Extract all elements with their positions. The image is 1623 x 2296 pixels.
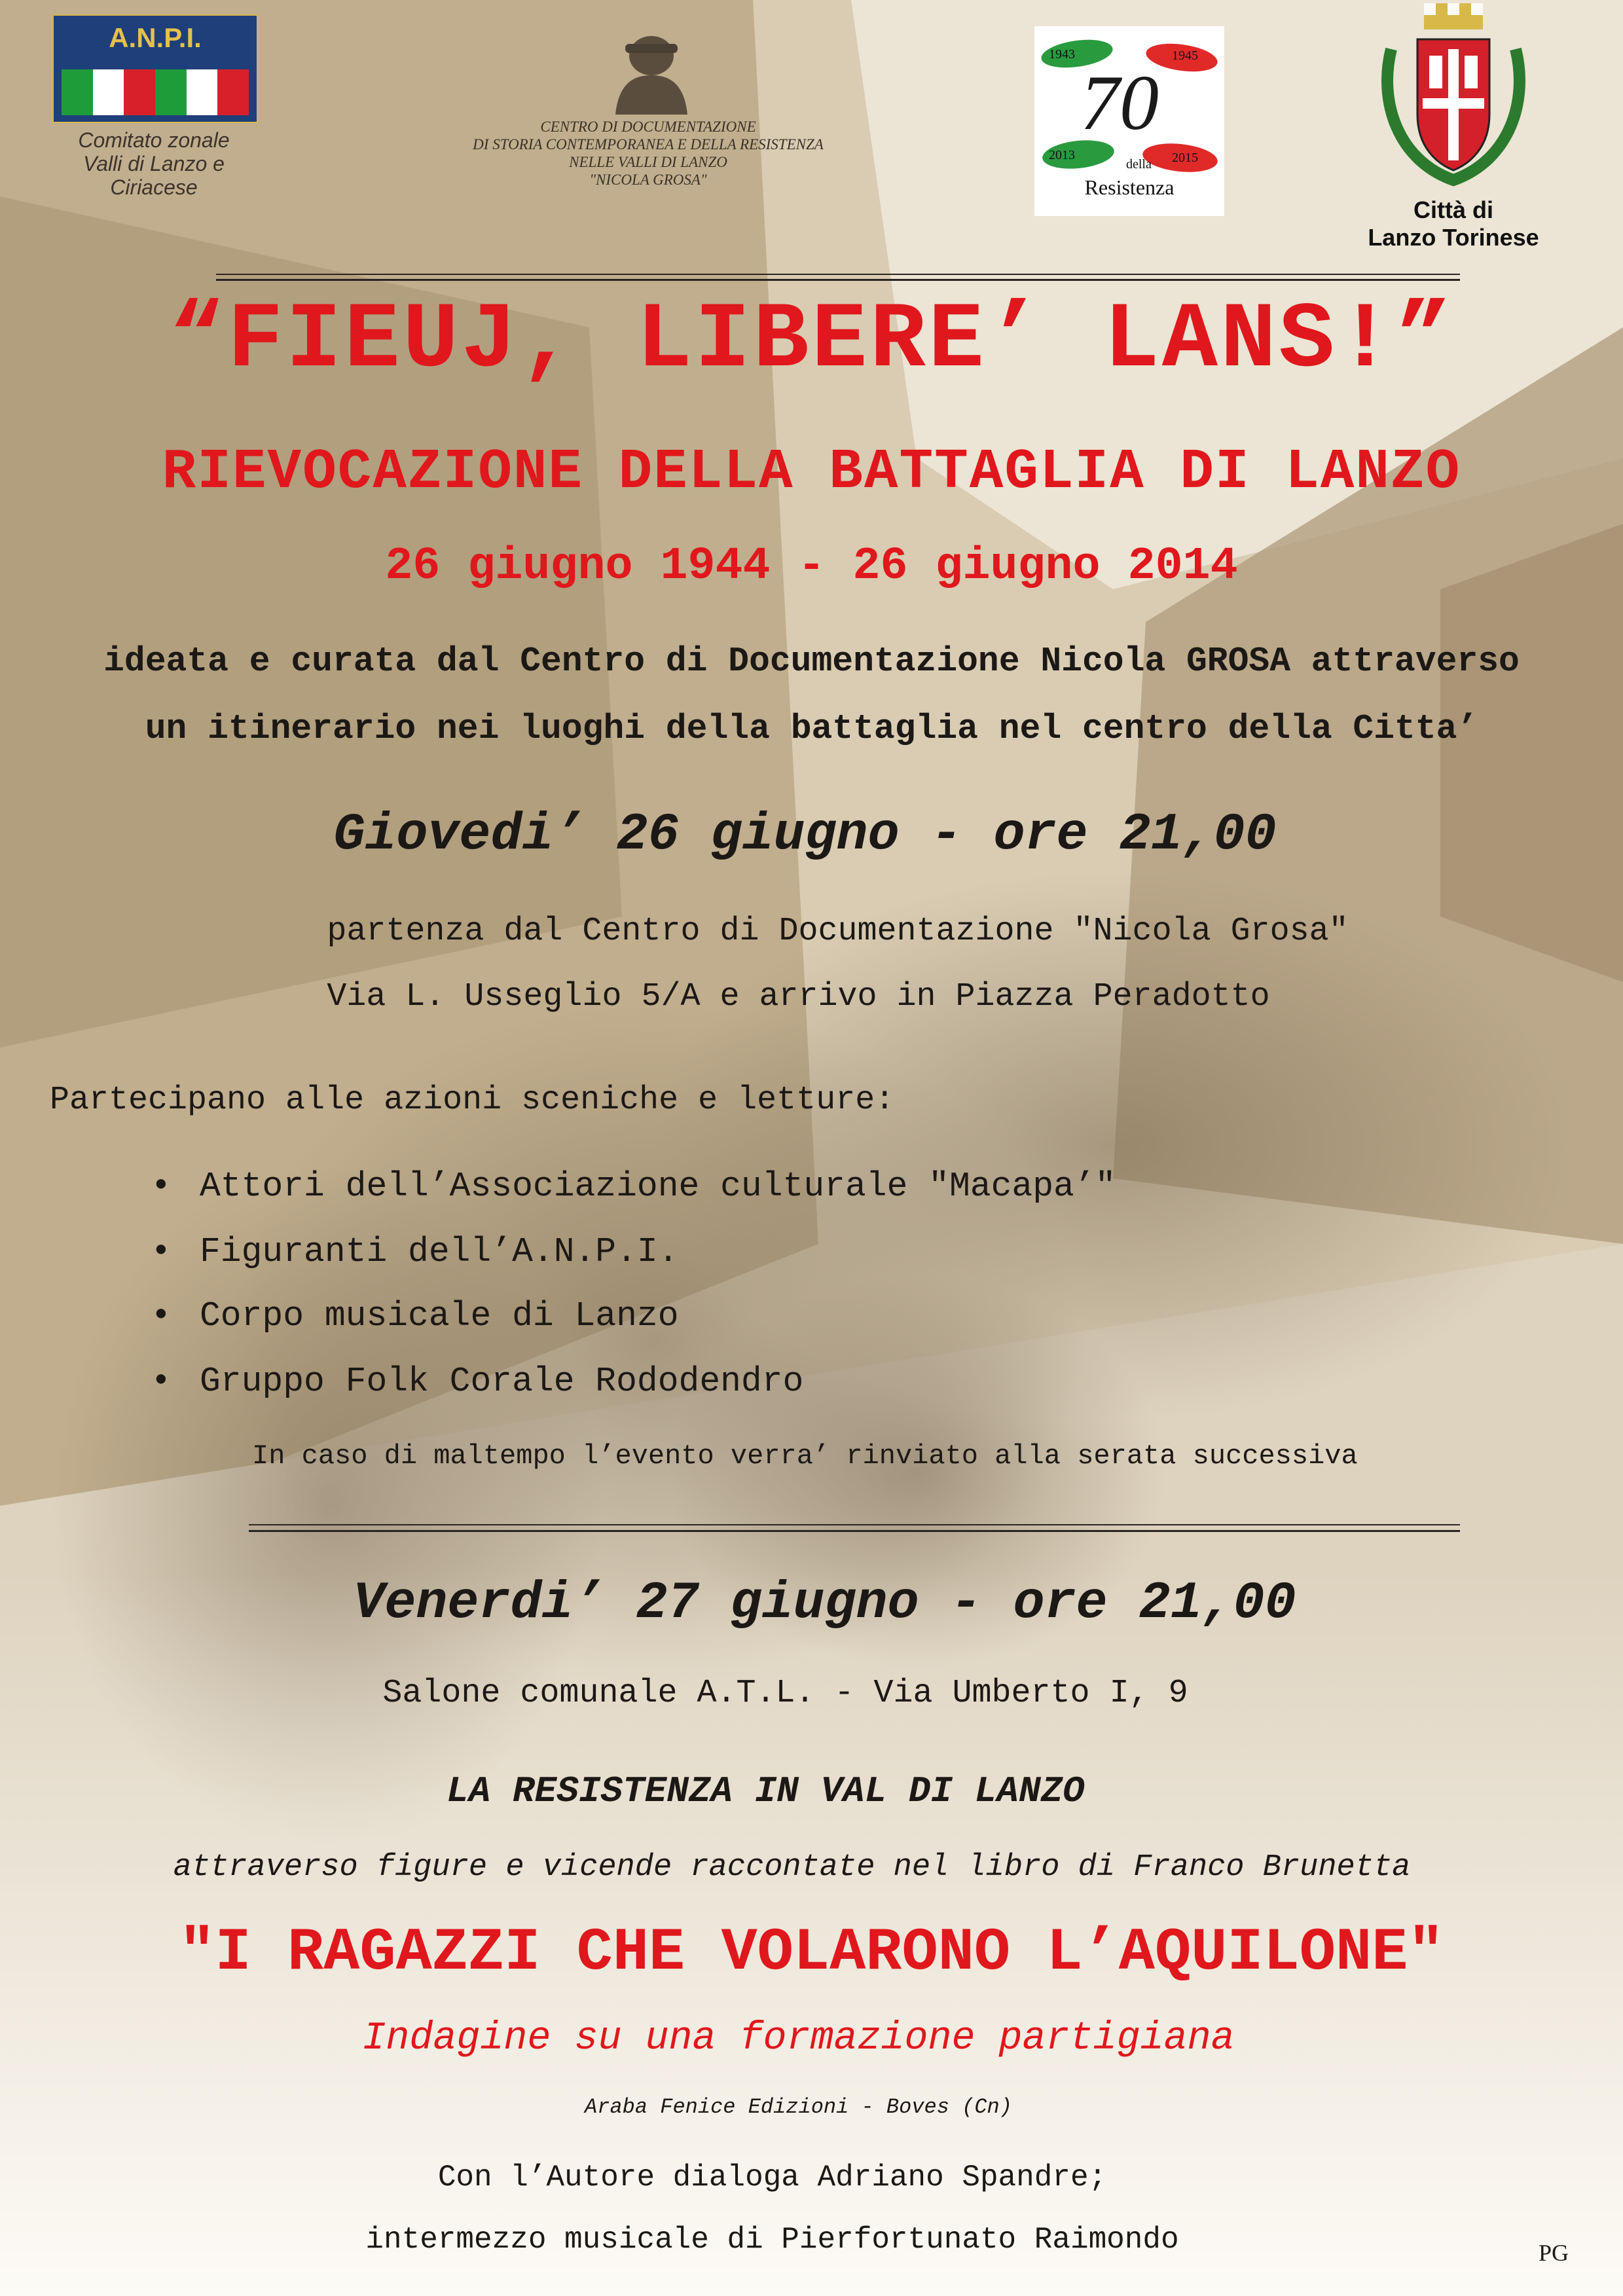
italian-flag-icon (62, 69, 249, 115)
bullet-icon: • (151, 1167, 172, 1206)
event1-heading: Giovedi’ 26 giugno - ore 21,00 (333, 805, 1277, 865)
subtitle: RIEVOCAZIONE DELLA BATTAGLIA DI LANZO (162, 440, 1461, 504)
top-rule (216, 274, 1460, 275)
partisan-statue-icon (602, 29, 701, 115)
anpi-logo (52, 14, 258, 123)
event2-heading: Venerdi’ 27 giugno - ore 21,00 (353, 1574, 1296, 1633)
closing-line-1: Con l’Autore dialoga Adriano Spandre; (437, 2160, 1107, 2195)
middle-rule (249, 1524, 1460, 1525)
participant-item: Corpo musicale di Lanzo (200, 1296, 679, 1336)
weather-note: In caso di maltempo l’evento verra’ rinviato alla serata successiva (252, 1440, 1358, 1472)
participants-label: Partecipano alle azioni sceniche e letture: (50, 1082, 895, 1119)
event1-line-1: partenza dal Centro di Documentazione "Nicola Grosa" (327, 913, 1349, 950)
seventy-resistenza-logo: 1943 1945 2013 2015 70 della Resistenza (1034, 26, 1224, 216)
anpi-committee: Comitato zonale Valli di Lanzo e Ciriacese (78, 128, 230, 199)
seventy-number: 70 (1080, 59, 1159, 146)
participant-item: Figuranti dell’A.N.P.I. (200, 1232, 679, 1271)
intro-line-1: ideata e curata dal Centro di Documentazione Nicola GROSA attraverso (103, 642, 1520, 681)
event2-theme-sub: attraverso figure e vicende raccontate nel libro di Franco Brunetta (173, 1850, 1411, 1885)
event1-line-2: Via L. Usseglio 5/A e arrivo in Piazza Peradotto (327, 978, 1270, 1015)
centro-documentazione-text: CENTRO DI DOCUMENTAZIONE DI STORIA CONTEMPORANEA E DELLA RESISTENZA NELLE VALLI DI LANZO "NICOLA GROSA" (473, 118, 824, 188)
dates: 26 giugno 1944 - 26 giugno 2014 (385, 541, 1238, 592)
city-name: Città di Lanzo Torinese (1368, 196, 1539, 251)
event2-location: Salone comunale A.T.L. - Via Umberto I, 9 (382, 1675, 1188, 1712)
bullet-icon: • (151, 1362, 172, 1401)
event2-theme: LA RESISTENZA IN VAL DI LANZO (447, 1770, 1085, 1812)
participant-item: Attori dell’Associazione culturale "Macapa’" (200, 1167, 1116, 1206)
main-title: “FIEUJ, LIBERE’ LANS!” (169, 288, 1454, 393)
book-subtitle: Indagine su una formazione partigiana (362, 2016, 1235, 2061)
top-rule-thick (216, 279, 1460, 281)
city-crest-icon (1372, 3, 1535, 193)
signature: PG (1539, 2240, 1569, 2266)
closing-line-2: intermezzo musicale di Pierfortunato Raimondo (365, 2223, 1179, 2257)
anpi-logo-text: A.N.P.I. (109, 22, 202, 53)
publisher: Araba Fenice Edizioni - Boves (Cn) (585, 2095, 1012, 2119)
middle-rule-thick (249, 1530, 1460, 1532)
intro-line-2: un itinerario nei luoghi della battaglia nel centro della Citta’ (145, 709, 1478, 748)
bullet-icon: • (151, 1232, 172, 1271)
book-title: "I RAGAZZI CHE VOLARONO L’AQUILONE" (179, 1918, 1444, 1987)
participant-item: Gruppo Folk Corale Rododendro (200, 1362, 804, 1401)
bullet-icon: • (151, 1296, 172, 1336)
